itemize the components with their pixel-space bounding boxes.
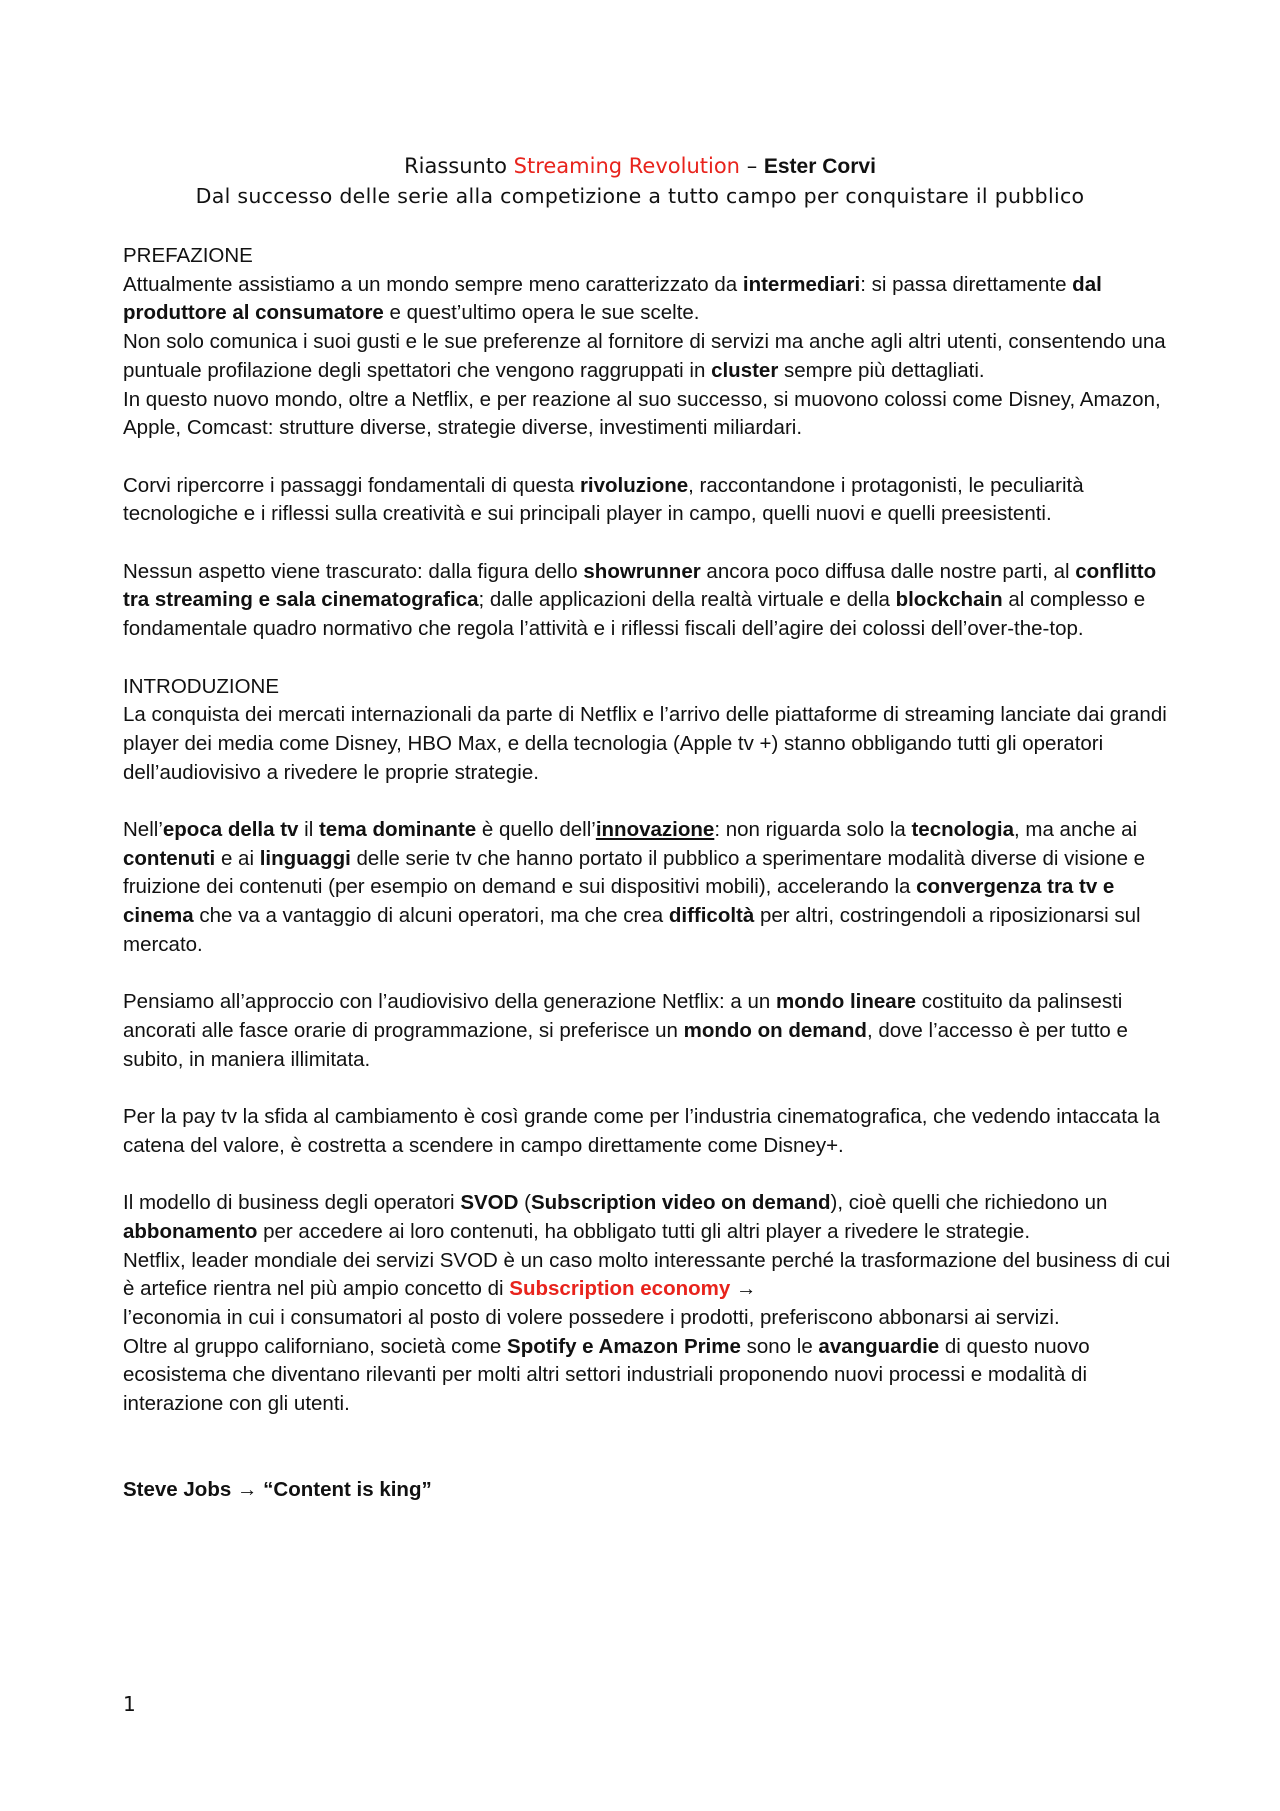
paragraph: Nell’epoca della tv il tema dominante è quello dell’innovazione: non riguarda solo la tecnologia, ma anche ai contenuti e ai linguaggi delle serie tv che hanno portato il pubblico a sperimentare modalità diverse di visione e fruizione dei contenuti (per esempio on demand e sui dispositivi mobili), accelerando la convergenza tra tv e cinema che va a vantaggio di alcuni operatori, ma che crea difficoltà per altri, costringendoli a riposizionarsi sul mercato.	[123, 818, 1146, 956]
title-highlight: Streaming Revolution	[513, 154, 740, 178]
paragraph: La conquista dei mercati internazionali da parte di Netflix e l’arrivo delle piattaforme di streaming lanciate dai grandi player dei media come Disney, HBO Max, e della tecnologia (Apple tv +) stanno obbligando tutti gli operatori dell’audiovisivo a rivedere le proprie strategie.	[123, 703, 1167, 784]
document-subtitle: Dal successo delle serie alla competizione a tutto campo per conquistare il pubblico	[195, 184, 1085, 208]
section-heading-prefazione: PREFAZIONE	[123, 244, 253, 267]
page-number: 1	[123, 1692, 136, 1716]
paragraph: Non solo comunica i suoi gusti e le sue preferenze al fornitore di servizi ma anche agli altri utenti, consentendo una puntuale profilazione degli spettatori che vengono raggruppati in cluster sempre più dettagliati.	[123, 330, 1166, 382]
paragraph: Per la pay tv la sfida al cambiamento è così grande come per l’industria cinematografica, che vedendo intaccata la catena del valore, è costretta a scendere in campo direttamente come Disney+.	[123, 1105, 1160, 1157]
paragraph: Nessun aspetto viene trascurato: dalla figura dello showrunner ancora poco diffusa dalle nostre parti, al conflitto tra streaming e sala cinematografica; dalle applicazioni della realtà virtuale e della blockchain al complesso e fondamentale quadro normativo che regola l’attività e i riflessi fiscali dell’agire dei colossi dell’over-the-top.	[123, 559, 1157, 641]
paragraph: Attualmente assistiamo a un mondo sempre meno caratterizzato da intermediari: si passa direttamente dal produttore al consumatore e quest’ultimo opera le sue scelte.	[123, 272, 1102, 325]
paragraph: Netflix, leader mondiale dei servizi SVOD è un caso molto interessante perché la trasformazione del business di cui è artefice rientra nel più ampio concetto di Subscription economy → l’economia in cui i consumatori al posto di volere possedere i prodotti, preferiscono abbonarsi ai servizi.	[123, 1248, 1171, 1329]
paragraph: Corvi ripercorre i passaggi fondamentali di questa rivoluzione, raccontandone i protagonisti, le peculiarità tecnologiche e i riflessi sulla creatività e sui principali player in campo, quelli nuovi e quelli preesistenti.	[123, 473, 1084, 526]
quote-line: Steve Jobs → “Content is king”	[123, 1478, 432, 1502]
paragraph: Il modello di business degli operatori SVOD (Subscription video on demand), cioè quelli che richiedono un abbonamento per accedere ai loro contenuti, ha obbligato tutti gli altri player a rivedere le strategie.	[123, 1191, 1108, 1243]
document-body	[123, 242, 1173, 1505]
title-prefix: Riassunto	[404, 154, 507, 178]
paragraph: In questo nuovo mondo, oltre a Netflix, e per reazione al suo successo, si muovono colossi come Disney, Amazon, Apple, Comcast: strutture diverse, strategie diverse, investimenti miliardari.	[123, 387, 1161, 440]
title-dash: –	[746, 154, 758, 178]
arrow-right-icon: →	[236, 1478, 258, 1502]
arrow-right-icon: →	[735, 1277, 757, 1301]
document-title	[0, 154, 1280, 179]
paragraph: Pensiamo all’approccio con l’audiovisivo della generazione Netflix: a un mondo lineare costituito da palinsesti ancorati alle fasce orarie di programmazione, si preferisce un mondo on demand, dove l’accesso è per tutto e subito, in maniera illimitata.	[123, 990, 1128, 1071]
paragraph: Oltre al gruppo californiano, società come Spotify e Amazon Prime sono le avanguardie di questo nuovo ecosistema che diventano rilevanti per molti altri settori industriali proponendo nuovi processi e modalità di interazione con gli utenti.	[123, 1334, 1090, 1416]
highlight-subscription-economy: Subscription economy	[509, 1277, 731, 1301]
title-author: Ester Corvi	[763, 155, 876, 178]
section-heading-introduzione: INTRODUZIONE	[123, 674, 280, 698]
